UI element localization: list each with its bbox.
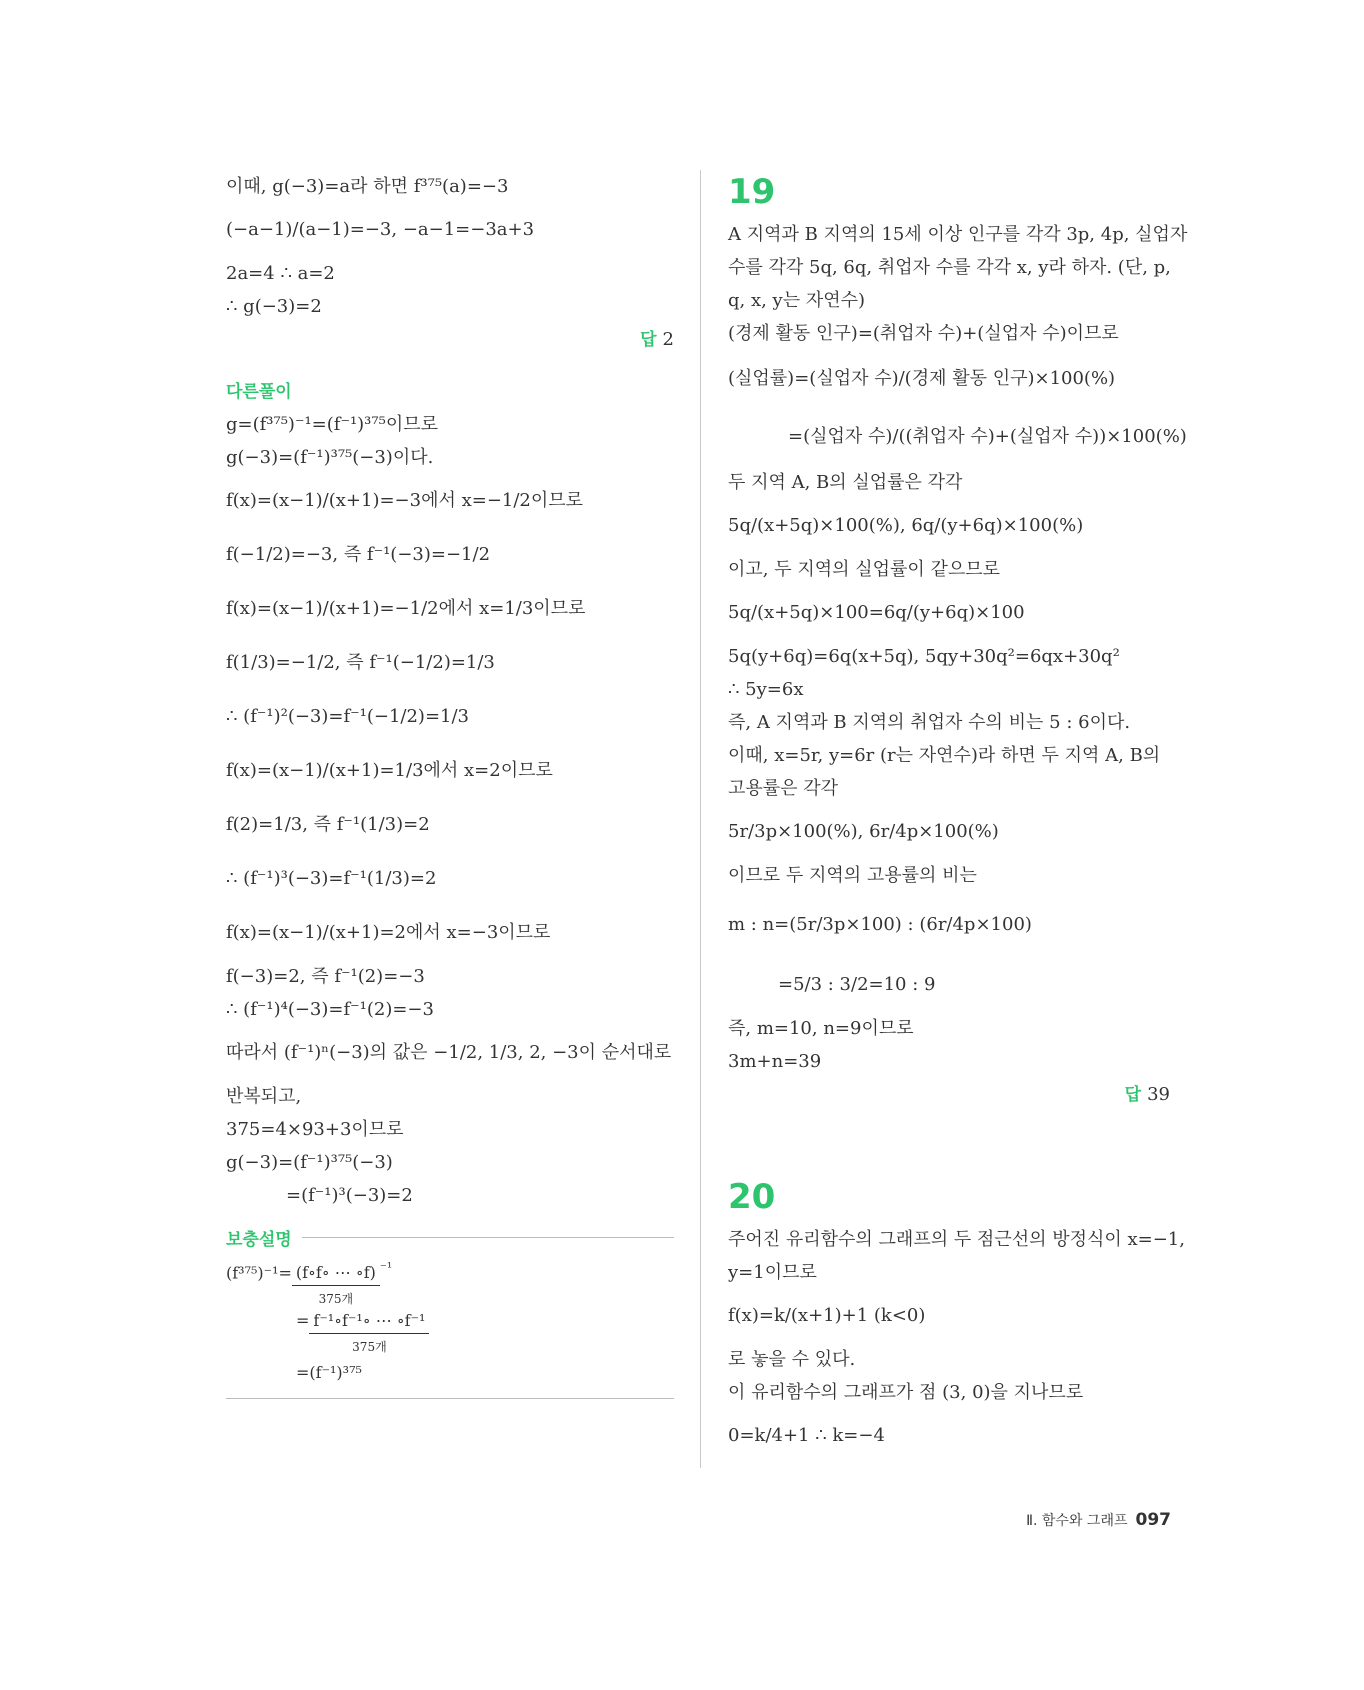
p19-line: 수를 각각 5q, 6q, 취업자 수를 각각 x, y라 하자. (단, p,: [728, 257, 1171, 278]
p19-line: 5r/3p×100(%), 6r/4p×100(%): [728, 821, 999, 842]
page-footer: [1026, 1508, 1171, 1532]
supplement-lhs: (f³⁷⁵)⁻¹=: [226, 1263, 292, 1283]
p20-line: y=1이므로: [728, 1262, 817, 1283]
p19-line: q, x, y는 자연수): [728, 290, 866, 311]
supplement-lhs: =: [296, 1311, 310, 1330]
answer-label: 답: [640, 330, 657, 350]
p19-line: 즉, A 지역과 B 지역의 취업자 수의 비는 5 : 6이다.: [728, 712, 1131, 733]
supplement-bottom-rule: [226, 1398, 674, 1399]
p19-line: 즉, m=10, n=9이므로: [728, 1018, 914, 1039]
p20-line: f(x)=k/(x+1)+1 (k<0): [728, 1305, 926, 1326]
alt-line: f(x)=(x−1)/(x+1)=−1/2에서 x=1/3이므로: [226, 598, 586, 619]
supplement-title: 보충설명: [226, 1229, 292, 1250]
chapter-label: Ⅱ. 함수와 그래프: [1026, 1513, 1128, 1529]
right-column: [728, 170, 1188, 1463]
alt-line: g(−3)=(f⁻¹)³⁷⁵(−3): [226, 1152, 393, 1173]
alt-line: f(−3)=2, 즉 f⁻¹(2)=−3: [226, 966, 425, 987]
p19-line: (실업률)=(실업자 수)/(경제 활동 인구)×100(%): [728, 368, 1116, 389]
left-column: [226, 170, 674, 1399]
answer-value: 2: [662, 329, 674, 350]
inverse-exponent: ⁻¹: [379, 1261, 393, 1276]
supplement-divider: [302, 1237, 674, 1238]
p19-line: =(실업자 수)/((취업자 수)+(실업자 수))×100(%): [788, 426, 1187, 447]
supplement-row: [226, 1304, 674, 1356]
problem-number-19: 19: [728, 172, 776, 212]
alt-line: f(−1/2)=−3, 즉 f⁻¹(−3)=−1/2: [226, 544, 491, 565]
composition-group: f⁻¹∘f⁻¹∘ ⋯ ∘f⁻¹: [313, 1311, 426, 1330]
p20-line: 이 유리함수의 그래프가 점 (3, 0)을 지나므로: [728, 1382, 1084, 1403]
p19-line: 5q/(x+5q)×100(%), 6q/(y+6q)×100(%): [728, 515, 1084, 536]
underbrace-group: [309, 1309, 429, 1354]
solution-line: 2a=4 ∴ a=2: [226, 263, 335, 284]
alt-line: f(x)=(x−1)/(x+1)=−3에서 x=−1/2이므로: [226, 490, 584, 511]
alt-line: 375=4×93+3이므로: [226, 1119, 404, 1140]
alt-solution-title: 다른풀이: [226, 382, 292, 402]
p19-line: 고용률은 각각: [728, 778, 839, 799]
p19-line: (경제 활동 인구)=(취업자 수)+(실업자 수)이므로: [728, 323, 1119, 344]
p19-line: ∴ 5y=6x: [728, 679, 804, 700]
alt-line: ∴ (f⁻¹)³(−3)=f⁻¹(1/3)=2: [226, 868, 437, 889]
p19-line: 이므로 두 지역의 고용률의 비는: [728, 865, 977, 886]
alt-line: 따라서 (f⁻¹)ⁿ(−3)의 값은 −1/2, 1/3, 2, −3이 순서대로: [226, 1042, 672, 1063]
p19-line: A 지역과 B 지역의 15세 이상 인구를 각각 3p, 4p, 실업자: [728, 224, 1188, 245]
problem-number-20: 20: [728, 1177, 776, 1217]
alt-line: ∴ (f⁻¹)⁴(−3)=f⁻¹(2)=−3: [226, 999, 434, 1020]
p19-line: 이고, 두 지역의 실업률이 같으므로: [728, 559, 1001, 580]
answer-18: [226, 323, 674, 356]
solution-line: ∴ g(−3)=2: [226, 296, 322, 317]
answer-value: 39: [1147, 1084, 1170, 1105]
p19-line: 이때, x=5r, y=6r (r는 자연수)라 하면 두 지역 A, B의: [728, 745, 1161, 766]
underbrace-group: [292, 1261, 380, 1307]
p19-line: 5q/(x+5q)×100=6q/(y+6q)×100: [728, 602, 1025, 623]
solution-line: 이때, g(−3)=a라 하면 f³⁷⁵(a)=−3: [226, 176, 509, 197]
p19-line: 두 지역 A, B의 실업률은 각각: [728, 472, 963, 493]
supplement-row: =(f⁻¹)³⁷⁵: [296, 1363, 362, 1382]
answer-label: 답: [1124, 1085, 1142, 1105]
alt-line: f(x)=(x−1)/(x+1)=2에서 x=−3이므로: [226, 922, 551, 943]
p19-line: 3m+n=39: [728, 1051, 822, 1072]
alt-line: f(2)=1/3, 즉 f⁻¹(1/3)=2: [226, 814, 430, 835]
alt-line: 반복되고,: [226, 1086, 302, 1107]
supplement-box: [226, 1252, 674, 1392]
composition-group: (f∘f∘ ⋯ ∘f): [295, 1263, 376, 1283]
count-label: 375개: [318, 1292, 354, 1307]
alt-line: g(−3)=(f⁻¹)³⁷⁵(−3)이다.: [226, 447, 434, 468]
answer-19: [728, 1078, 1170, 1111]
alt-line: =(f⁻¹)³(−3)=2: [286, 1185, 413, 1206]
alt-line: ∴ (f⁻¹)²(−3)=f⁻¹(−1/2)=1/3: [226, 706, 469, 727]
supplement-header: [226, 1222, 674, 1252]
alt-line: g=(f³⁷⁵)⁻¹=(f⁻¹)³⁷⁵이므로: [226, 414, 438, 435]
count-label: 375개: [352, 1340, 387, 1354]
column-divider: [700, 170, 701, 1468]
p20-line: 로 놓을 수 있다.: [728, 1349, 856, 1370]
p19-line: 5q(y+6q)=6q(x+5q), 5qy+30q²=6qx+30q²: [728, 646, 1120, 667]
p20-line: 0=k/4+1 ∴ k=−4: [728, 1425, 885, 1446]
alt-line: f(x)=(x−1)/(x+1)=1/3에서 x=2이므로: [226, 760, 553, 781]
p19-line: =5/3 : 3/2=10 : 9: [778, 974, 936, 995]
p19-line: m : n=(5r/3p×100) : (6r/4p×100): [728, 914, 1032, 935]
alt-line: f(1/3)=−1/2, 즉 f⁻¹(−1/2)=1/3: [226, 652, 495, 673]
solution-line: (−a−1)/(a−1)=−3, −a−1=−3a+3: [226, 219, 535, 240]
p20-line: 주어진 유리함수의 그래프의 두 점근선의 방정식이 x=−1,: [728, 1229, 1185, 1250]
page-number: 097: [1135, 1510, 1171, 1530]
supplement-row: [226, 1252, 674, 1307]
